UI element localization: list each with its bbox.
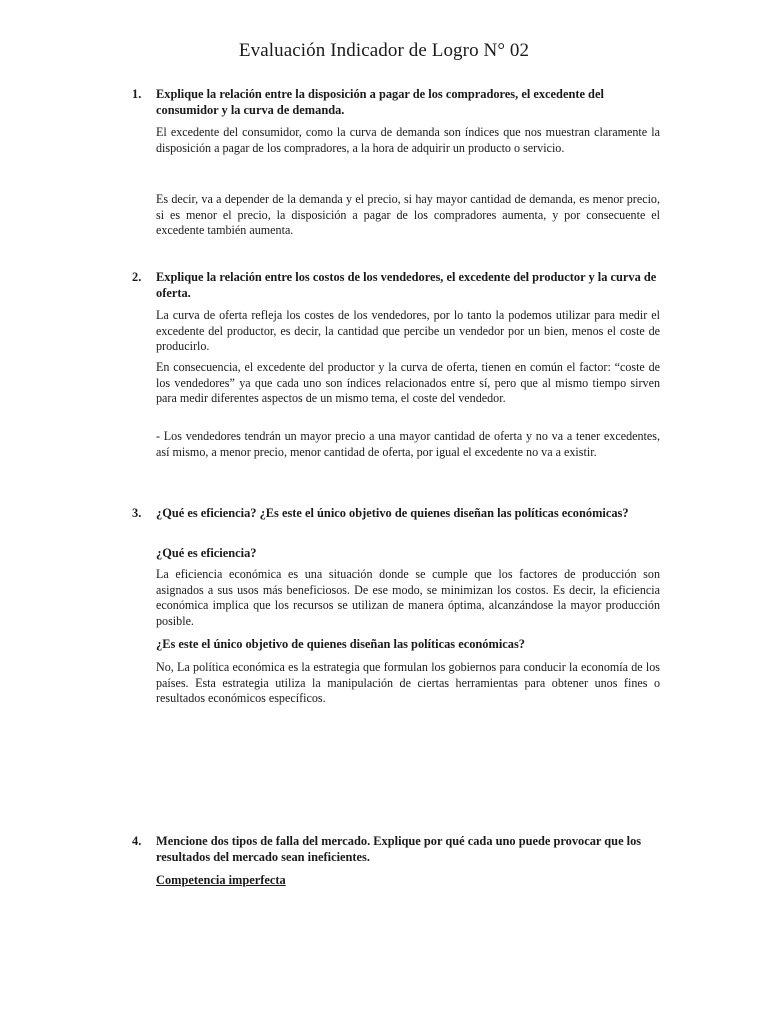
- question-2-answer-3: [132, 429, 660, 460]
- sub-question: ¿Es este el único objetivo de quienes diseñan las políticas económicas?: [156, 637, 525, 651]
- question-text: Explique la relación entre la disposición a pagar de los compradores, el excedente del consumidor y la curva de demanda.: [156, 87, 604, 117]
- question-number: 4.: [132, 834, 142, 848]
- sub-heading: Competencia imperfecta: [156, 873, 286, 887]
- question-text: Mencione dos tipos de falla del mercado. Explique por qué cada uno puede provocar que los resultados del mercado sean ineficientes.: [156, 834, 642, 864]
- question-text: ¿Qué es eficiencia? ¿Es este el único objetivo de quienes diseñan las políticas económicas?: [156, 506, 629, 520]
- question-3: [132, 505, 660, 521]
- answer-paragraph: No, La política económica es la estrategia que formulan los gobiernos para conducir la economía de los países. Esta estrategia utiliza la manipulación de ciertas herramientas para obtener unos fines o resultados económicos específicos.: [156, 660, 660, 705]
- question-number: 1.: [132, 87, 142, 101]
- answer-paragraph: La curva de oferta refleja los costes de los vendedores, por lo tanto la podemos utilizar para medir el excedente del productor, es decir, la cantidad que percibe un vendedor por un bien, menos el coste de producirlo.: [156, 308, 660, 353]
- question-2-answer-1: [132, 308, 660, 355]
- question-1: [132, 86, 660, 118]
- question-4-heading: [132, 833, 660, 865]
- question-3-answer-1: [132, 567, 660, 629]
- question-3-answer-2: [132, 660, 660, 707]
- question-3-sub-1: [132, 545, 660, 561]
- question-2-heading: [132, 269, 660, 301]
- question-text: Explique la relación entre los costos de los vendedores, el excedente del productor y la curva de oferta.: [156, 270, 657, 300]
- question-3-sub-2: [132, 636, 660, 652]
- question-4: [132, 833, 660, 865]
- question-2-answer-2: [132, 360, 660, 407]
- answer-paragraph: El excedente del consumidor, como la curva de demanda son índices que nos muestran claramente la disposición a pagar de los compradores, a la hora de adquirir un producto o servicio.: [156, 125, 660, 155]
- question-2: [132, 269, 660, 301]
- answer-paragraph: Es decir, va a depender de la demanda y el precio, si hay mayor cantidad de demanda, es menor precio, si es menor el precio, la disposición a pagar de los compradores aumenta, y por consecuente el excedente también aumenta.: [156, 192, 660, 237]
- answer-paragraph: En consecuencia, el excedente del productor y la curva de oferta, tienen en común el factor: “coste de los vendedores” ya que cada uno son índices relacionados entre sí, pero que al mismo tiempo sirven para medir diferentes aspectos de un mismo tema, el coste del vendedor.: [156, 360, 660, 405]
- question-1-answer-2: [132, 192, 660, 239]
- question-1-heading: [132, 86, 660, 118]
- question-1-answer-1: [132, 125, 660, 156]
- question-number: 3.: [132, 506, 142, 520]
- question-number: 2.: [132, 270, 142, 284]
- sub-question: ¿Qué es eficiencia?: [156, 546, 257, 560]
- question-4-sub-1: [132, 872, 660, 888]
- document-title: Evaluación Indicador de Logro N° 02: [238, 40, 530, 61]
- question-3-heading: [132, 505, 660, 521]
- answer-paragraph: - Los vendedores tendrán un mayor precio a una mayor cantidad de oferta y no va a tener excedentes, así mismo, a menor precio, menor cantidad de oferta, por igual el excedente no va a existir.: [156, 429, 660, 459]
- answer-paragraph: La eficiencia económica es una situación donde se cumple que los factores de producción son asignados a sus usos más beneficiosos. De ese modo, se minimizan los costos. Es decir, la eficiencia económica implica que los recursos se utilizan de manera óptima, alcanzándose la mayor producción posible.: [156, 567, 660, 628]
